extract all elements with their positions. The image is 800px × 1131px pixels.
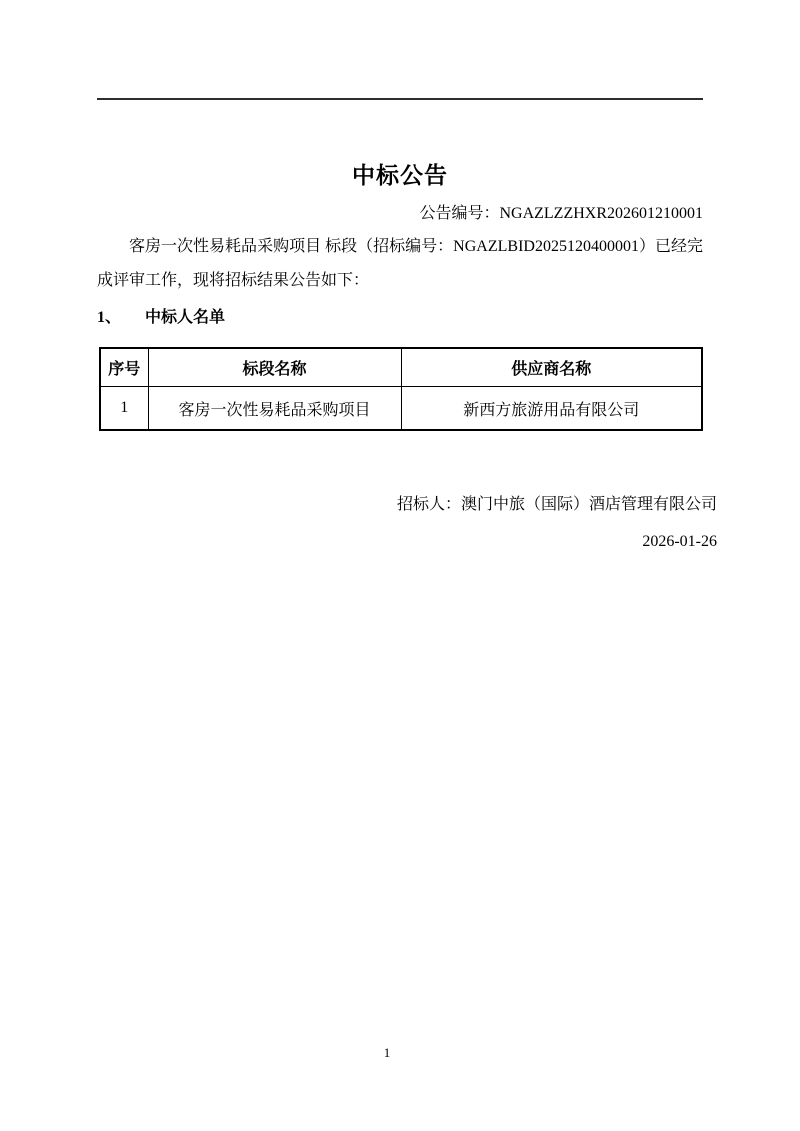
signature-tenderer: 招标人：澳门中旅（国际）酒店管理有限公司 bbox=[396, 496, 717, 513]
table-row bbox=[100, 387, 702, 431]
cell-section-name: 客房一次性易耗品采购项目 bbox=[148, 387, 401, 431]
section-number: 1、 bbox=[97, 309, 122, 326]
column-header-index: 序号 bbox=[100, 348, 148, 387]
cell-supplier-name: 新西方旅游用品有限公司 bbox=[401, 387, 702, 431]
signature-block bbox=[97, 486, 717, 560]
cell-row-index: 1 bbox=[100, 387, 148, 431]
column-header-supplier-name: 供应商名称 bbox=[401, 348, 702, 387]
announcement-number: 公告编号：NGAZLZZHXR202601210001 bbox=[419, 205, 703, 222]
document-title: 中标公告 bbox=[352, 163, 448, 188]
section-heading bbox=[97, 307, 703, 329]
column-header-section-name: 标段名称 bbox=[148, 348, 401, 387]
intro-paragraph: 客房一次性易耗品采购项目 标段（招标编号：NGAZLBID2025120400001）已经完成评审工作，现将招标结果公告如下： bbox=[97, 238, 703, 289]
page-number: 1 bbox=[383, 1045, 391, 1060]
header-rule bbox=[97, 98, 703, 100]
table-header-row bbox=[100, 348, 702, 387]
section-title: 中标人名单 bbox=[145, 309, 226, 326]
signature-date: 2026-01-26 bbox=[642, 533, 717, 550]
award-results-table bbox=[99, 347, 703, 431]
